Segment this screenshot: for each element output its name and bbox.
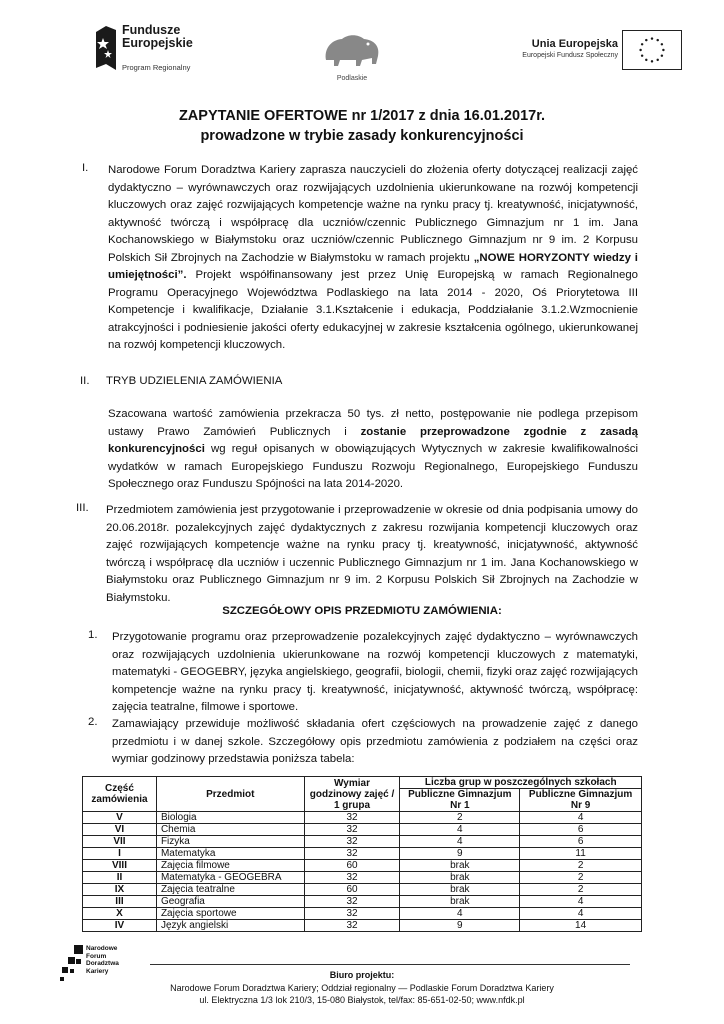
school2-cell: 4 <box>520 908 642 920</box>
eu-star <box>656 59 658 61</box>
school2-cell: 4 <box>520 896 642 908</box>
hours-cell: 60 <box>304 860 400 872</box>
hours-cell: 32 <box>304 848 400 860</box>
podlaskie-label: Podlaskie <box>336 75 368 82</box>
item1-number: 1. <box>88 629 98 641</box>
subject-cell: Zajęcia sportowe <box>156 908 304 920</box>
subject-cell: Biologia <box>156 812 304 824</box>
section2-heading: TRYB UDZIELENIA ZAMÓWIENIA <box>106 375 283 387</box>
document-title <box>0 106 724 146</box>
table-row <box>83 920 642 932</box>
footer-office-label: Biuro projektu: <box>329 970 395 980</box>
school1-cell: brak <box>400 872 520 884</box>
eu-star <box>661 43 663 45</box>
part-cell: IX <box>83 884 157 896</box>
part-cell: VII <box>83 836 157 848</box>
school1-cell: 9 <box>400 848 520 860</box>
school2-cell: 2 <box>520 860 642 872</box>
nfdk-line4: Kariery <box>86 967 109 975</box>
item2-number: 2. <box>88 716 98 728</box>
table-row <box>83 896 642 908</box>
fe-line2: Europejskie <box>122 36 193 50</box>
header-part: Część zamówienia <box>83 777 157 812</box>
fe-line1: Fundusze <box>122 23 181 37</box>
eu-star <box>641 43 643 45</box>
page-header <box>0 0 724 90</box>
eu-star <box>662 49 664 51</box>
hours-cell: 32 <box>304 908 400 920</box>
parts-table <box>82 776 642 932</box>
section3-paragraph: Przedmiotem zamówienia jest przygotowanie i przeprowadzenie w okresie od dnia podpisania umowy do 20.06.2018r. pozalekcyjnych zajęć dydaktycznych z zakresu rozwijania kompetencji kluczowych oraz zajęć rozwijających kompetencje ważne na rynku pracy tj. kreatywność, inicjatywność, aktywność twórczą i współpracę dla uczniów i uczennic Publicznego Gimnazjum nr 1 im. Jana Kochanowskiego w Białymstoku oraz Publicznego Gimnazjum nr 9 im. 2 Korpusu Polskich Sił Zbrojnych na Zachodzie w Białymstoku. <box>106 504 638 604</box>
title-line1: ZAPYTANIE OFERTOWE nr 1/2017 z dnia 16.01.2017r. <box>178 108 546 124</box>
section1-project-name: „NOWE HORYZONTY wiedzy i umiejętności”. <box>108 251 638 281</box>
subject-cell: Matematyka <box>156 848 304 860</box>
subject-cell: Geografia <box>156 896 304 908</box>
table-row <box>83 824 642 836</box>
section1-paragraph <box>108 162 638 355</box>
table-row <box>83 860 642 872</box>
fe-star-flag-icon <box>92 24 118 72</box>
nfdk-line2: Forum <box>86 952 107 960</box>
subject-cell: Matematyka - GEOGEBRA <box>156 872 304 884</box>
hours-cell: 60 <box>304 884 400 896</box>
school2-cell: 11 <box>520 848 642 860</box>
ue-title: Unia Europejska <box>531 38 618 50</box>
subject-cell: Język angielski <box>156 920 304 932</box>
school1-cell: 4 <box>400 836 520 848</box>
hours-cell: 32 <box>304 872 400 884</box>
school1-cell: 4 <box>400 908 520 920</box>
part-cell: VIII <box>83 860 157 872</box>
eu-star <box>651 37 653 39</box>
subject-cell: Chemia <box>156 824 304 836</box>
podlaskie-logo <box>318 30 386 82</box>
school2-cell: 2 <box>520 884 642 896</box>
table-row <box>83 872 642 884</box>
bison-icon <box>318 30 386 70</box>
hours-cell: 32 <box>304 824 400 836</box>
part-cell: I <box>83 848 157 860</box>
eu-star <box>651 60 653 62</box>
hours-cell: 32 <box>304 920 400 932</box>
title-line2: prowadzone w trybie zasady konkurencyjności <box>200 128 524 144</box>
item2-text: Zamawiający przewiduje możliwość składania ofert częściowych na prowadzenie zajęć z danego przedmiotu i w danej szkole. Szczegółowy opis przedmiotu zamówienia z podziałem na części oraz wymiar godzinowy przedstawia poniższa tabela: <box>112 718 638 765</box>
hours-cell: 32 <box>304 836 400 848</box>
footer-address <box>0 969 724 1007</box>
table-header-row <box>83 777 642 789</box>
fundusze-europejskie-logo <box>92 22 212 74</box>
eu-star <box>641 54 643 56</box>
part-cell: X <box>83 908 157 920</box>
section3-subheading: SZCZEGÓŁOWY OPIS PRZEDMIOTU ZAMÓWIENIA: <box>222 605 502 617</box>
subject-cell: Fizyka <box>156 836 304 848</box>
fe-logo-text <box>122 24 193 50</box>
school2-cell: 6 <box>520 836 642 848</box>
table-row <box>83 884 642 896</box>
school1-cell: 9 <box>400 920 520 932</box>
school2-cell: 14 <box>520 920 642 932</box>
section1-text1: Narodowe Forum Doradztwa Kariery zaprasza nauczycieli do złożenia oferty dotyczącej realizacji zajęć dydaktyczno – wyrównawczych oraz rozwijających uzdolnienia ukierunkowane na rozwój kompetencji kluczowych oraz zajęć rozwijających kompetencje ważne na rynku pracy tj. kreatywność, inicjatywność, aktywność twórczą i współpracę dla uczniów/czennic Publicznego Gimnazjum nr 1 im. Jana Kochanowskiego w Białymstoku oraz uczniów/czennic Publicznego Gimnazjum nr 9 im. 2 Korpusu Polskich Sił Zbrojnych na Zachodzie w Białymstoku w ramach projektu <box>108 164 638 264</box>
section2-text1: Szacowana wartość zamówienia przekracza 50 tys. zł netto, postępowanie nie podlega przepisom ustawy Prawo Zamówień Publicznych i <box>108 408 638 438</box>
table-row <box>83 812 642 824</box>
school1-cell: 2 <box>400 812 520 824</box>
footer-line2: Narodowe Forum Doradztwa Kariery; Oddział regionalny — Podlaskie Forum Doradztwa Kariery <box>170 982 554 993</box>
eu-flag-icon <box>622 30 682 70</box>
section1-number: I. <box>82 162 89 174</box>
part-cell: VI <box>83 824 157 836</box>
table-row <box>83 908 642 920</box>
eu-star <box>656 39 658 41</box>
header-hours: Wymiar godzinowy zajęć / 1 grupa <box>304 777 400 812</box>
header-school1: Publiczne Gimnazjum Nr 1 <box>400 789 520 812</box>
fe-program-label: Program Regionalny <box>122 63 191 72</box>
eu-star <box>645 59 647 61</box>
subject-cell: Zajęcia teatralne <box>156 884 304 896</box>
school1-cell: brak <box>400 884 520 896</box>
part-cell: III <box>83 896 157 908</box>
item1-text: Przygotowanie programu oraz przeprowadzenie pozalekcyjnych zajęć dydaktyczno – wyrównawczych oraz rozwijających uzdolnienia ukierunkowane na rozwój kompetencji kluczowych z matematyki, matematyki - GEOGEBRY, języka angielskiego, geografii, biologii, chemii, fizyki oraz zajęć rozwijających kompetencje ważne na rynku pracy tj. kreatywność, inicjatywność, aktywność twórczą, współpracę: zajęcia teatralne, filmowe i sportowe. <box>112 631 638 713</box>
header-school2: Publiczne Gimnazjum Nr 9 <box>520 789 642 812</box>
school1-cell: 4 <box>400 824 520 836</box>
header-groups: Liczba grup w poszczególnych szkołach <box>400 777 642 789</box>
page-footer <box>0 945 724 1024</box>
nfdk-line1: Narodowe <box>86 945 118 952</box>
section1-text2: Projekt współfinansowany jest przez Unię Europejską w ramach Regionalnego Programu Operacyjnego Województwa Podlaskiego na lata 2014 - 2020, Oś Priorytetowa III Kompetencje i kwalifikacje, Działanie 3.1.Kształcenie i edukacja, Poddziałanie 3.1.2.Wzmocnienie atrakcyjności i podniesienie jakości oferty edukacyjnej w zakresie kształcenia ogólnego, ukierunkowanej na rozwój kompetencji kluczowych. <box>108 269 638 351</box>
section2-number: II. <box>80 375 90 387</box>
table-row <box>83 836 642 848</box>
subject-cell: Zajęcia filmowe <box>156 860 304 872</box>
school2-cell: 4 <box>520 812 642 824</box>
school2-cell: 2 <box>520 872 642 884</box>
header-subject: Przedmiot <box>156 777 304 812</box>
ue-label-block <box>498 38 618 59</box>
nfdk-line3: Doradztwa <box>86 960 119 967</box>
section2-text2: wg reguł opisanych w obowiązujących Wytycznych w zakresie kwalifikowalności wydatków w ramach Europejskiego Funduszu Rozwoju Regionalnego, Europejskiego Funduszu Społecznego oraz Funduszu Spójności na lata 2014-2020. <box>108 443 638 490</box>
school1-cell: brak <box>400 860 520 872</box>
eu-star <box>639 49 641 51</box>
section2-paragraph <box>108 406 638 494</box>
school1-cell: brak <box>400 896 520 908</box>
footer-divider <box>150 964 630 965</box>
part-cell: IV <box>83 920 157 932</box>
section3-number: III. <box>76 502 89 514</box>
hours-cell: 32 <box>304 812 400 824</box>
table-row <box>83 848 642 860</box>
school2-cell: 6 <box>520 824 642 836</box>
section2-bold: zostanie przeprowadzone zgodnie z zasadą konkurencyjności <box>108 425 638 455</box>
hours-cell: 32 <box>304 896 400 908</box>
part-cell: V <box>83 812 157 824</box>
eu-star <box>661 54 663 56</box>
eu-star <box>645 39 647 41</box>
footer-line3: ul. Elektryczna 1/3 lok 210/3, 15-080 Białystok, tel/fax: 85-651-02-50; www.nfdk.pl <box>199 995 525 1005</box>
part-cell: II <box>83 872 157 884</box>
ue-subtitle: Europejski Fundusz Społeczny <box>522 52 618 59</box>
